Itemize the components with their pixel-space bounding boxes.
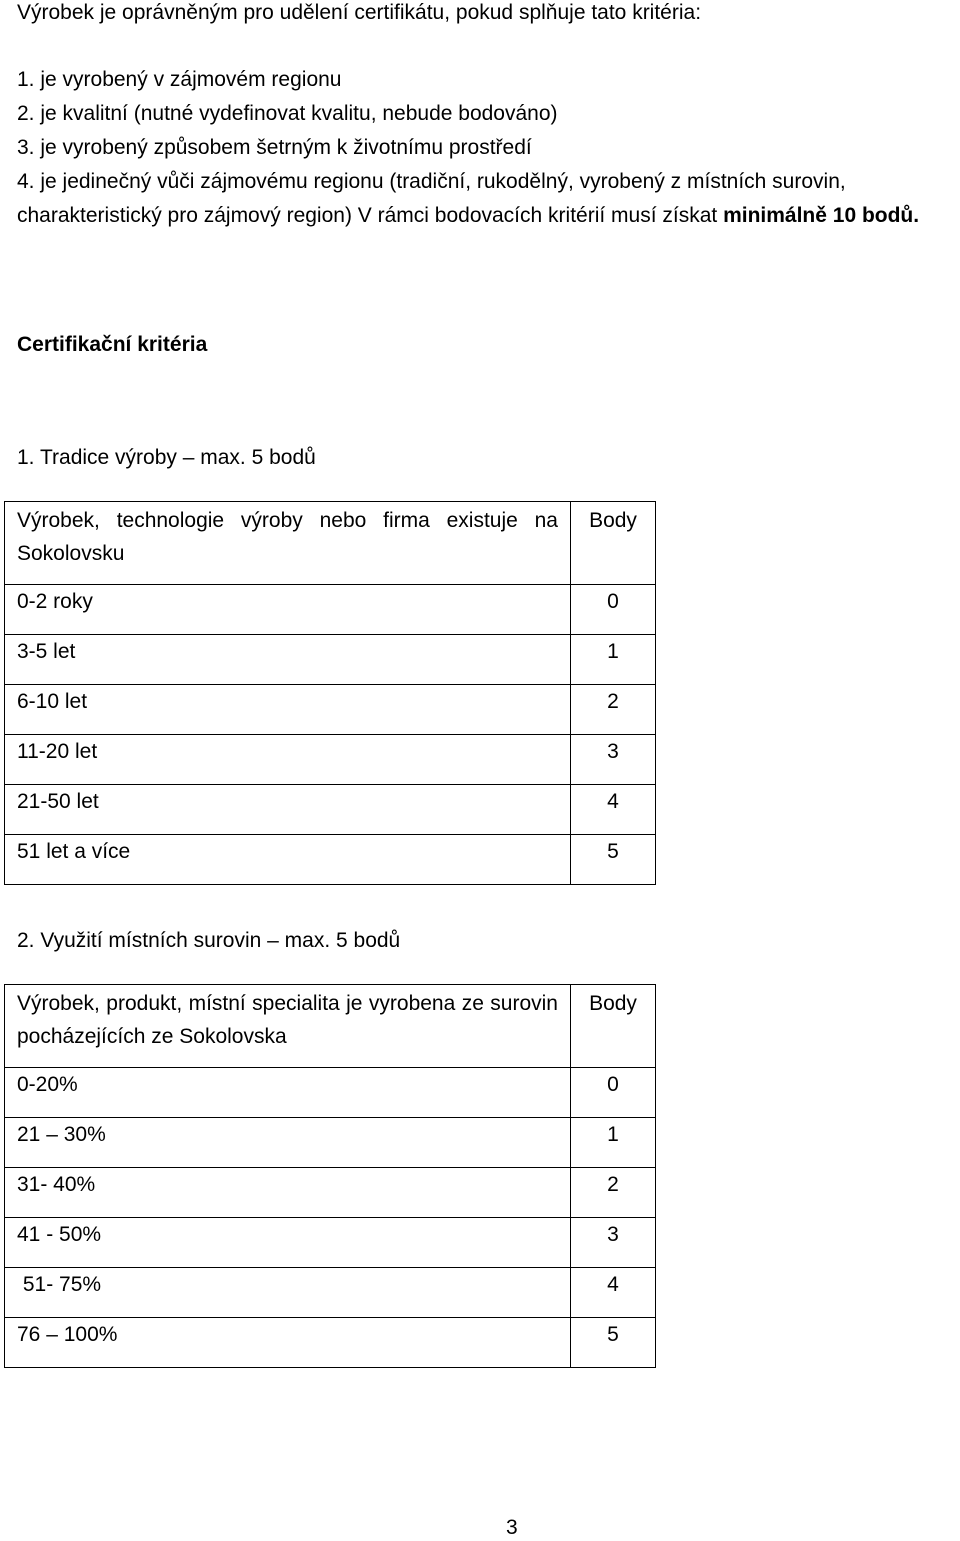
row-label: 0-20% xyxy=(5,1068,571,1118)
row-label: 31- 40% xyxy=(5,1168,571,1218)
table-row xyxy=(5,635,656,685)
table-row xyxy=(5,785,656,835)
row-points: 5 xyxy=(571,1318,656,1368)
row-label: 21 – 30% xyxy=(5,1118,571,1168)
table-row xyxy=(5,1118,656,1168)
section-heading: Certifikační kritéria xyxy=(17,333,208,356)
table-header-desc: Výrobek, technologie výroby nebo firma existuje na Sokolovsku xyxy=(5,502,571,585)
row-points: 4 xyxy=(571,1268,656,1318)
row-label: 41 - 50% xyxy=(5,1218,571,1268)
section-2-table xyxy=(4,984,656,1368)
row-points: 4 xyxy=(571,785,656,835)
table-header-desc: Výrobek, produkt, místní specialita je vyrobena ze surovin pocházejících ze Sokolovska xyxy=(5,985,571,1068)
row-label: 3-5 let xyxy=(5,635,571,685)
table-row xyxy=(5,1068,656,1118)
table-header-row xyxy=(5,985,656,1068)
row-points: 3 xyxy=(571,735,656,785)
min-points-text: minimálně 10 bodů. xyxy=(723,204,920,227)
conditions-list xyxy=(17,63,952,233)
condition-item xyxy=(17,165,952,233)
row-label: 0-2 roky xyxy=(5,585,571,635)
row-label: 51 let a více xyxy=(5,835,571,885)
page-number: 3 xyxy=(506,1516,518,1539)
table-header-row xyxy=(5,502,656,585)
table-row xyxy=(5,585,656,635)
table-header-points: Body xyxy=(571,502,656,585)
section-1-table xyxy=(4,501,656,885)
row-points: 3 xyxy=(571,1218,656,1268)
row-label: 21-50 let xyxy=(5,785,571,835)
row-label: 6-10 let xyxy=(5,685,571,735)
table-row xyxy=(5,735,656,785)
row-points: 1 xyxy=(571,1118,656,1168)
condition-item: 1. je vyrobený v zájmovém regionu xyxy=(17,68,342,91)
row-points: 5 xyxy=(571,835,656,885)
table-row xyxy=(5,685,656,735)
section-2-title: 2. Využití místních surovin – max. 5 bodů xyxy=(17,929,401,952)
row-points: 1 xyxy=(571,635,656,685)
table-row xyxy=(5,1268,656,1318)
intro-text: Výrobek je oprávněným pro udělení certifikátu, pokud splňuje tato kritéria: xyxy=(17,1,702,24)
row-points: 2 xyxy=(571,685,656,735)
table-row xyxy=(5,1318,656,1368)
row-label: 76 – 100% xyxy=(5,1318,571,1368)
table-row xyxy=(5,1168,656,1218)
table-row xyxy=(5,835,656,885)
condition-item: 3. je vyrobený způsobem šetrným k životnímu prostředí xyxy=(17,136,532,159)
table-header-points: Body xyxy=(571,985,656,1068)
row-label: 11-20 let xyxy=(5,735,571,785)
section-1-title: 1. Tradice výroby – max. 5 bodů xyxy=(17,446,316,469)
row-label: 51- 75% xyxy=(5,1268,571,1318)
table-row xyxy=(5,1218,656,1268)
condition-text: 4. je jedinečný vůči zájmovému regionu (tradiční, rukodělný, vyrobený z místních surovin, charakteristický pro zájmový region) V rámci bodovacích kritérií musí získat xyxy=(17,170,846,227)
row-points: 0 xyxy=(571,1068,656,1118)
row-points: 0 xyxy=(571,585,656,635)
condition-item: 2. je kvalitní (nutné vydefinovat kvalitu, nebude bodováno) xyxy=(17,102,558,125)
row-points: 2 xyxy=(571,1168,656,1218)
